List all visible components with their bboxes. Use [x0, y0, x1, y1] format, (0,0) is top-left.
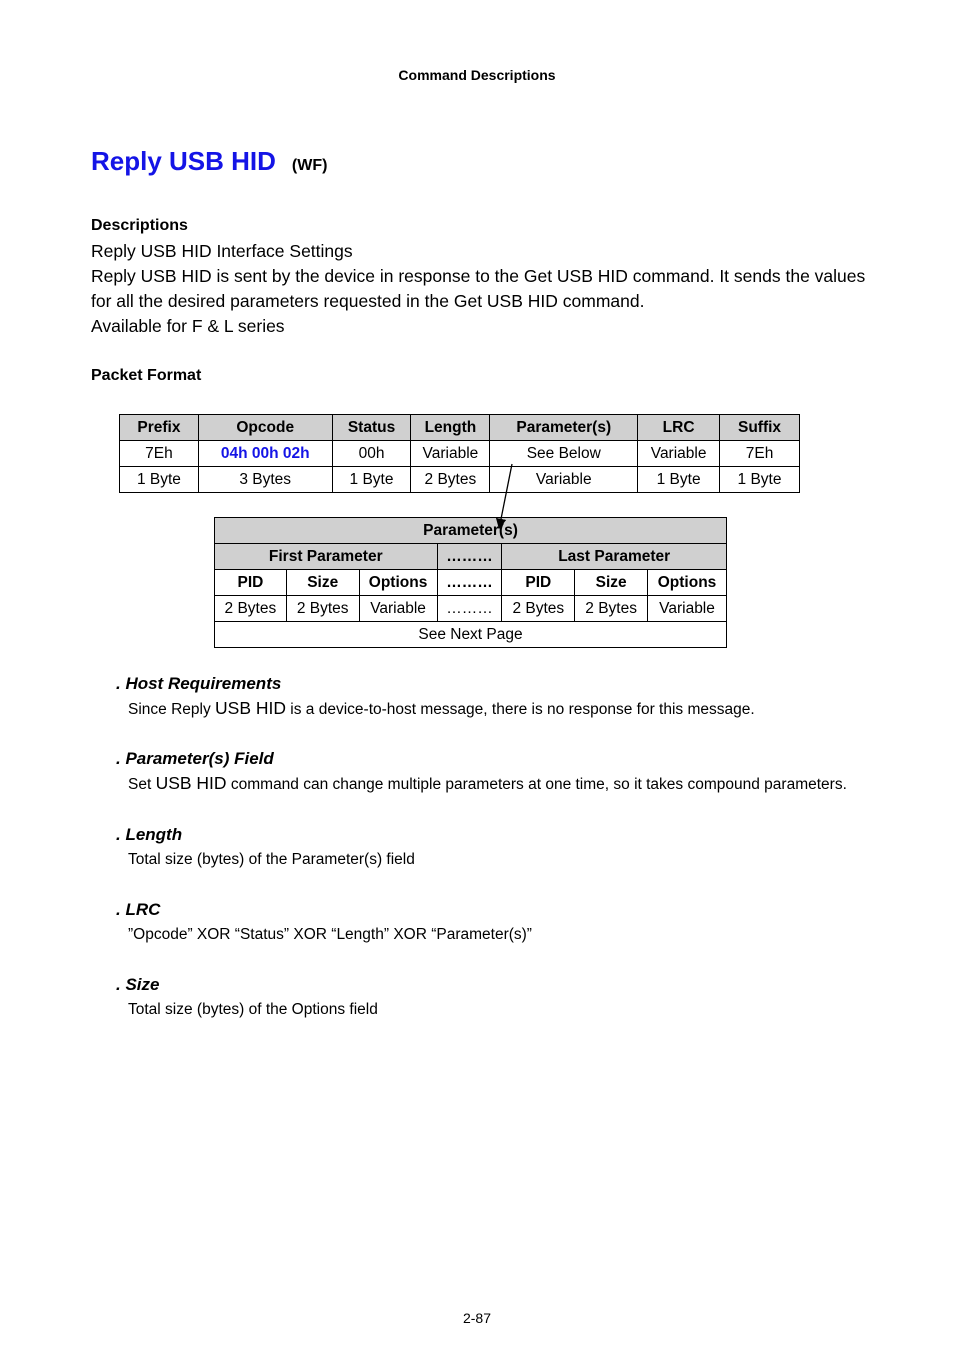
table-cell: 1 Byte — [720, 467, 800, 493]
subheader-cell: Options — [359, 570, 437, 596]
running-header: Command Descriptions — [398, 67, 556, 83]
table-cell: 2 Bytes — [215, 596, 287, 622]
table-cell: Variable — [411, 441, 490, 467]
table-cell: Variable — [359, 596, 437, 622]
table-subheader-row — [215, 570, 727, 596]
table-cell: 2 Bytes — [575, 596, 648, 622]
parameters-table — [214, 517, 727, 648]
text-run: USB HID — [155, 773, 227, 793]
table-cell: 2 Bytes — [411, 467, 490, 493]
table-row — [215, 596, 727, 622]
table-header-row — [215, 544, 727, 570]
size-text: Total size (bytes) of the Options field — [128, 1001, 378, 1018]
parameter-field-text — [128, 773, 847, 794]
text-run: is a device-to-host message, there is no response for this message. — [286, 701, 755, 718]
command-code: (WF) — [291, 157, 328, 174]
last-parameter-header: Last Parameter — [502, 544, 727, 570]
table-row — [120, 467, 800, 493]
header-cell: LRC — [638, 415, 720, 441]
descriptions-body — [91, 239, 865, 339]
host-requirements-text — [128, 698, 755, 719]
subheader-cell: ……… — [437, 570, 502, 596]
table-cell: 7Eh — [720, 441, 800, 467]
host-requirements-heading: . Host Requirements — [116, 674, 282, 693]
table-cell: Variable — [490, 467, 638, 493]
descriptions-line: for all the desired parameters requested in the Get USB HID command. — [91, 291, 645, 311]
size-heading: . Size — [116, 975, 160, 994]
packet-format-heading: Packet Format — [91, 367, 202, 384]
packet-format-table — [119, 414, 800, 493]
text-run: command can change multiple parameters at one time, so it takes compound parameters. — [226, 776, 847, 793]
text-run: USB HID — [215, 698, 286, 718]
table-row — [120, 441, 800, 467]
length-text: Total size (bytes) of the Parameter(s) field — [128, 851, 415, 868]
table-cell: Variable — [638, 441, 720, 467]
descriptions-heading: Descriptions — [91, 217, 188, 234]
table-header-row — [120, 415, 800, 441]
lrc-text: ”Opcode” XOR “Status” XOR “Length” XOR “Parameter(s)” — [128, 926, 532, 943]
text-run: Since Reply — [128, 701, 216, 718]
header-cell: Status — [332, 415, 411, 441]
page-number: 2-87 — [462, 1310, 492, 1326]
subheader-cell: Options — [648, 570, 727, 596]
length-heading: . Length — [116, 825, 183, 844]
pointer-arrow — [490, 460, 520, 530]
table-row — [215, 622, 727, 648]
table-cell: 00h — [332, 441, 411, 467]
table-cell: 3 Bytes — [198, 467, 332, 493]
table-cell: 1 Byte — [332, 467, 411, 493]
header-cell: Suffix — [720, 415, 800, 441]
opcode-cell: 04h 00h 02h — [198, 441, 332, 467]
descriptions-line: Reply USB HID Interface Settings — [91, 241, 353, 261]
descriptions-line: Reply USB HID is sent by the device in response to the Get USB HID command. It sends the values — [91, 266, 866, 286]
text-run: Set — [128, 776, 156, 793]
header-cell: Opcode — [198, 415, 332, 441]
table-cell: 1 Byte — [638, 467, 720, 493]
subheader-cell: PID — [502, 570, 575, 596]
subheader-cell: PID — [215, 570, 287, 596]
descriptions-line: Available for F & L series — [91, 316, 285, 336]
first-parameter-header: First Parameter — [215, 544, 438, 570]
table-cell: Variable — [648, 596, 727, 622]
page-title: Reply USB HID — [91, 146, 276, 176]
see-next-page-cell: See Next Page — [215, 622, 727, 648]
subheader-cell: Size — [575, 570, 648, 596]
header-cell: Length — [411, 415, 490, 441]
ellipsis-header: ……… — [437, 544, 502, 570]
subheader-cell: Size — [286, 570, 359, 596]
table-cell: See Below — [490, 441, 638, 467]
parameters-title: Parameter(s) — [215, 518, 727, 544]
table-header-row — [215, 518, 727, 544]
table-cell: 2 Bytes — [286, 596, 359, 622]
table-cell: ……… — [437, 596, 502, 622]
table-cell: 7Eh — [120, 441, 199, 467]
table-cell: 2 Bytes — [502, 596, 575, 622]
header-cell: Prefix — [120, 415, 199, 441]
header-cell: Parameter(s) — [490, 415, 638, 441]
parameter-field-heading: . Parameter(s) Field — [116, 749, 274, 768]
table-cell: 1 Byte — [120, 467, 199, 493]
lrc-heading: . LRC — [116, 900, 161, 919]
page-title-row — [91, 146, 327, 177]
